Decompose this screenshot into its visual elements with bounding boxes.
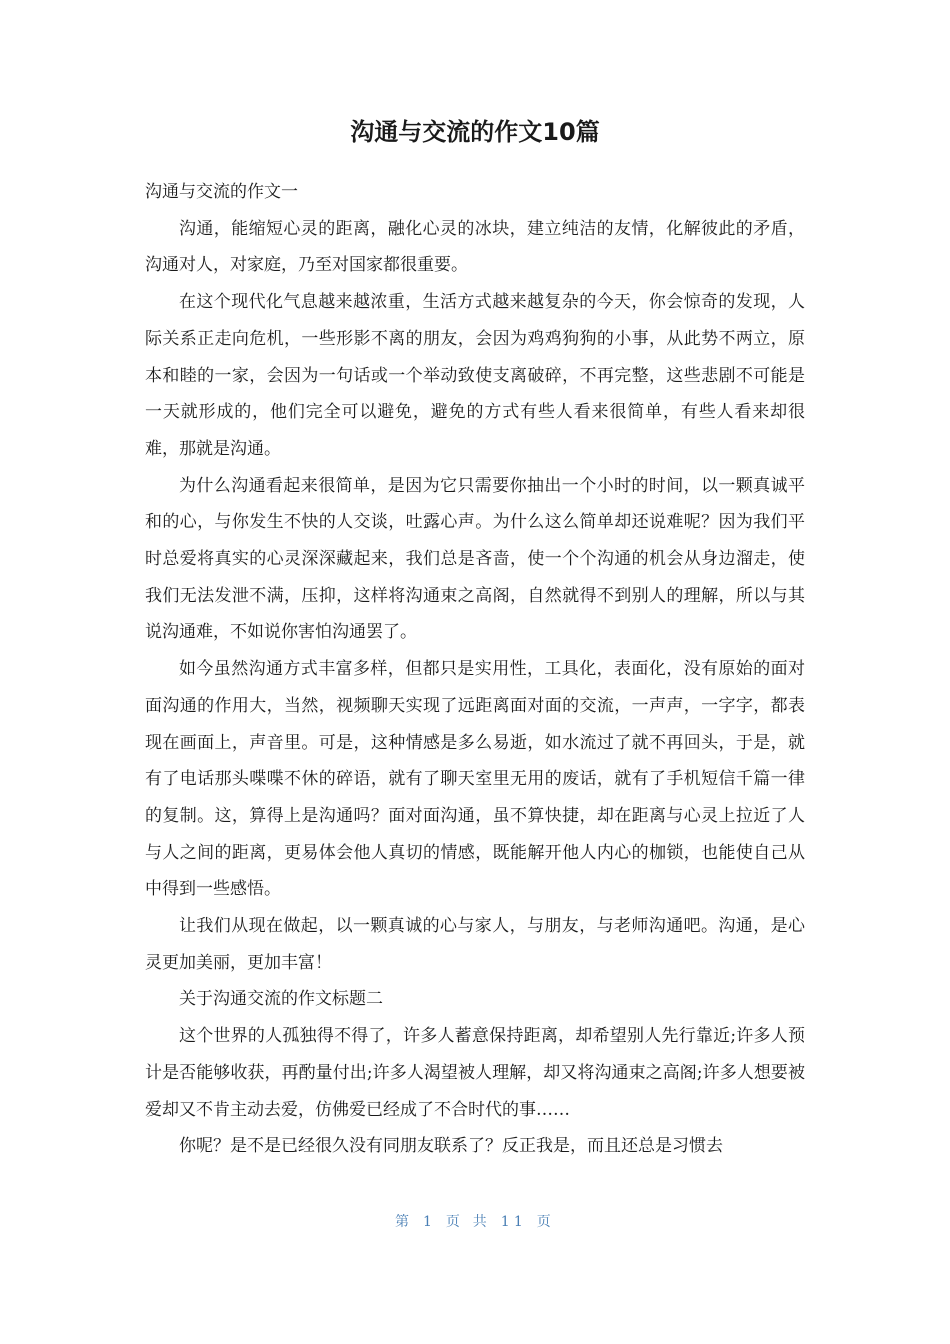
document-body xyxy=(145,174,805,1165)
paragraph: 你呢？是不是已经很久没有同朋友联系了？反正我是，而且还总是习惯去 xyxy=(179,1136,723,1157)
paragraph: 让我们从现在做起，以一颗真诚的心与家人，与朋友，与老师沟通吧。沟通，是心灵更加美丽，更加丰富！ xyxy=(145,916,805,973)
footer-page-middle: 页 共 xyxy=(445,1214,491,1230)
section-heading-1: 沟通与交流的作文一 xyxy=(145,182,298,202)
paragraph: 这个世界的人孤独得不得了，许多人蓄意保持距离，却希望别人先行靠近;许多人预计是否能够收获，再酌量付出;许多人渴望被人理解，却又将沟通束之高阁;许多人想要被爱却又不肯主动去爱，仿佛爱已经成了不合时代的事…… xyxy=(145,1026,805,1120)
document-title: 沟通与交流的作文10篇 xyxy=(350,118,600,146)
paragraph: 如今虽然沟通方式丰富多样，但都只是实用性，工具化，表面化，没有原始的面对面沟通的作用大，当然，视频聊天实现了远距离面对面的交流，一声声，一字字，都表现在画面上，声音里。可是，这种情感是多么易逝，如水流过了就不再回头，于是，就有了电话那头喋喋不休的碎语，就有了聊天室里无用的废话，就有了手机短信千篇一律的复制。这，算得上是沟通吗？面对面沟通，虽不算快捷，却在距离与心灵上拉近了人与人之间的距离，更易体会他人真切的情感，既能解开他人内心的枷锁，也能使自己从中得到一些感悟。 xyxy=(145,659,805,900)
page-footer xyxy=(0,1210,950,1234)
paragraph: 在这个现代化气息越来越浓重，生活方式越来越复杂的今天，你会惊奇的发现，人际关系正走向危机，一些形影不离的朋友，会因为鸡鸡狗狗的小事，从此势不两立，原本和睦的一家，会因为一句话或一个举动致使支离破碎，不再完整，这些悲剧不可能是一天就形成的，他们完全可以避免，避免的方式有些人看来很简单，有些人看来却很难，那就是沟通。 xyxy=(145,292,805,459)
footer-page-number: 1 xyxy=(423,1214,437,1230)
footer-page-suffix: 页 xyxy=(536,1214,555,1230)
paragraph: 沟通，能缩短心灵的距离，融化心灵的冰块，建立纯洁的友情，化解彼此的矛盾，沟通对人，对家庭，乃至对国家都很重要。 xyxy=(145,218,805,276)
paragraph: 为什么沟通看起来很简单，是因为它只需要你抽出一个小时的时间，以一颗真诚平和的心，与你发生不快的人交谈，吐露心声。为什么这么简单却还说难呢？因为我们平时总爱将真实的心灵深深藏起来，我们总是吝啬，使一个个沟通的机会从身边溜走，使我们无法发泄不满，压抑，这样将沟通束之高阁，自然就得不到别人的理解，所以与其说沟通难，不如说你害怕沟通罢了。 xyxy=(145,475,805,643)
footer-total-pages: 11 xyxy=(500,1214,527,1230)
section-heading-2: 关于沟通交流的作文标题二 xyxy=(179,989,383,1010)
footer-page-prefix: 第 xyxy=(395,1214,414,1230)
